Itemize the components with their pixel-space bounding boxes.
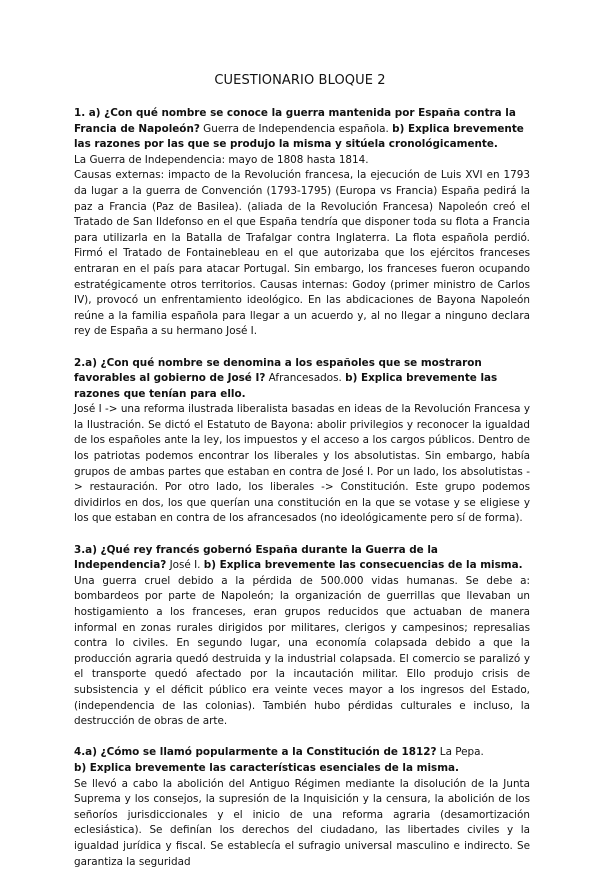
answer-paragraph: Causas externas: impacto de la Revolución francesa, la ejecución de Luis XVI en 1793 da lugar a la guerra de Convención (1793-1795) (Europa vs Francia) España pedirá la paz a Francia (Paz de Basilea). (aliada de la Revolución Francesa) Napoleón creó el Tratado de San Ildefonso en el que España tendría que disponer toda su flota a Francia para utilizarla en la Batalla de Trafalgar contra Inglaterra. La flota española perdió. Firmó el Tratado de Fontainebleau en el que autorizaba que los ejércitos franceses entraran en el país para atacar Portugal. Sin embargo, los franceses fueron ocupando estratégicamente otros territorios. Causas internas: Godoy (primer ministro de Carlos IV), provocó un enfrentamiento ideológico. En las abdicaciones de Bayona Napoleón reúne a la familia española para llegar a un acuerdo y, al no llegar a ninguno declara rey de España a su hermano José I. [74,169,530,338]
question-section [74,745,530,870]
question-part-b: b) Explica brevemente las consecuencias de la misma. [203,559,523,572]
question-section [74,106,530,340]
question-part-a: 1. a) ¿Con qué nombre se conoce la guerra mantenida por España contra la Francia de Napoleón? [74,107,516,135]
document-title: CUESTIONARIO BLOQUE 2 [214,73,386,88]
section-gap [74,730,530,746]
answer-paragraph: José I -> una reforma ilustrada liberalista basadas en ideas de la Revolución Francesa y la Ilustración. Se dictó el Estatuto de Bayona: abolir privilegios y reconocer la igualdad de los españoles ante la ley, los impuestos y el acceso a los cargos públicos. Dentro de los patriotas podemos encontrar los liberales y los absolutistas. Sin embargo, había grupos de ambas partes que estaban en contra de José I. Por un lado, los absolutistas -> restauración. Por otro lado, los liberales -> Constitución. Este grupo podemos dividirlos en dos, los que querían una constitución en la que se votase y se eligiese y los que estaban en contra de los afrancesados (no ideológicamente pero sí de forma). [74,403,530,525]
answer-part-a: José I. [166,559,204,572]
question-part-b: b) Explica brevemente las características esenciales de la misma. [74,761,459,774]
question-section [74,356,530,528]
question-part-b: b) Explica brevemente las razones por las que se produjo la misma y sitúela cronológicamente. [74,122,524,151]
question-heading [74,543,530,574]
answer-paragraph: Una guerra cruel debido a la pérdida de 500.000 vidas humanas. Se debe a: bombardeos por parte de Napoleón; la organización de guerrillas que llevaban un hostigamiento a los franceses, eran grupos reducidos que actuaban de manera informal en zonas rurales dirigidos por militares, clerigos y campesinos; represalias contra lo civiles. En segundo lugar, una economía colapsada debido a que la producción agraria quedó destruida y la industrial colapsada. El comercio se paralizó y el transporte quedó afectado por la incautación militar. Ello produjo crisis de subsistencia y el déficit público era veinte veces mayor a los ingresos del Estado, (independencia de las colonias). También hubo pérdidas culturales e incluso, la destrucción de obras de arte. [74,574,530,728]
answer-part-a: Guerra de Independencia española. [199,122,393,135]
answer-paragraph: La Guerra de Independencia: mayo de 1808 hasta 1814. [74,153,369,166]
question-heading [74,106,530,153]
answer-part-a: La Pepa. [436,746,484,759]
question-part-a: 2.a) ¿Con qué nombre se denomina a los españoles que se mostraron favorables al gobierno de José I? [74,356,482,385]
question-part-a: 4.a) ¿Cómo se llamó popularmente a la Constitución de 1812? [74,746,437,759]
section-gap [74,527,530,543]
answer-part-a: Afrancesados. [265,372,346,385]
question-part-a: 3.a) ¿Qué rey francés gobernó España durante la Guerra de la Independencia? [74,543,438,572]
question-heading [74,356,530,403]
question-heading [74,745,530,776]
question-part-b: b) Explica brevemente las razones que tenían para ello. [74,372,498,400]
question-section [74,543,530,730]
document-body [74,106,530,870]
answer-paragraph: Se llevó a cabo la abolición del Antiguo Régimen mediante la disolución de la Junta Suprema y los consejos, la supresión de la Inquisición y la censura, la abolición de los señoríos jurisdiccionales y el inicio de una reforma agraria (desamortización eclesiástica). Se definían los derechos del ciudadano, las libertades civiles y la igualdad jurídica y fiscal. Se establecía el sufragio universal masculino e indirecto. Se garantiza la seguridad [74,777,530,868]
section-gap [74,340,530,356]
